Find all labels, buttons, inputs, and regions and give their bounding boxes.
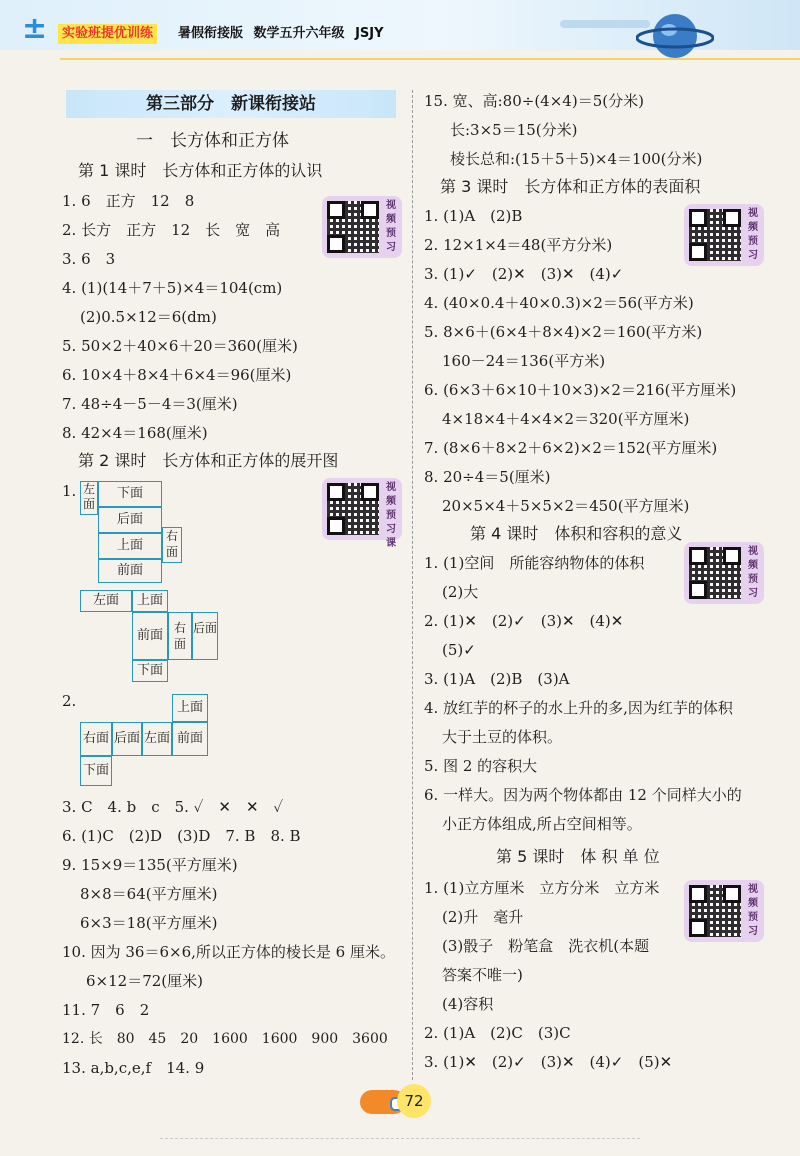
answer-line: (2)升 毫升: [442, 908, 524, 926]
answer-line: 11. 7 6 2: [62, 1001, 150, 1019]
qr-label-char: 频: [386, 496, 396, 507]
lesson-2-title: 第 2 课时 长方体和正方体的展开图: [78, 451, 339, 470]
answer-line: 12. 长 80 45 20 1600 1600 900 3600: [62, 1031, 388, 1047]
qr-label-char: 预: [748, 236, 758, 247]
net-face-top: 上面: [172, 694, 208, 722]
qr-label-char: 习: [748, 588, 758, 599]
answer-line: 小正方体组成,所占空间相等。: [442, 815, 642, 833]
answer-line: (2)大: [442, 583, 479, 601]
answer-line: 6×12＝72(厘米): [86, 972, 203, 990]
qr-label-char: 频: [748, 898, 758, 909]
qr-label-char: 预: [748, 574, 758, 585]
answer-line: (4)容积: [442, 995, 494, 1013]
answer-line: 160－24＝136(平方米): [442, 352, 606, 370]
answer-line: 13. a,b,c,e,f 14. 9: [62, 1059, 205, 1077]
answer-line: 8×8＝64(平方厘米): [80, 885, 218, 903]
answer-line: 8. 42×4＝168(厘米): [62, 424, 208, 442]
net-face-back: 后面: [192, 612, 218, 660]
header-logo-icon: ±: [22, 11, 48, 46]
answer-line: 8. 20÷4＝5(厘米): [424, 468, 551, 486]
qr-label-char: 频: [748, 222, 758, 233]
answer-line: 7. (8×6＋8×2＋6×2)×2＝152(平方厘米): [424, 439, 718, 457]
question-number: 1.: [62, 482, 77, 500]
answer-line: 1. 6 正方 12 8: [62, 192, 195, 210]
net-face-back: 后面: [98, 507, 162, 533]
answer-line: 20×5×4＋5×5×2＝450(平方厘米): [442, 497, 690, 515]
answer-line: 2. 长方 正方 12 长 宽 高: [62, 221, 281, 239]
net-face-right: 右面: [162, 527, 182, 563]
answer-line: (3)骰子 粉笔盒 洗衣机(本题: [442, 937, 650, 955]
answer-line: 3. (1)✕ (2)✓ (3)✕ (4)✓ (5)✕: [424, 1053, 673, 1071]
answer-line: 3. C 4. b c 5. ✓ ✕ ✕ ✓: [62, 798, 284, 816]
net-face-top: 上面: [132, 590, 168, 612]
qr-label-char: 习: [386, 242, 396, 253]
answer-line: 4. (1)(14＋7＋5)×4＝104(cm): [62, 279, 283, 297]
qr-label-char: 预: [386, 510, 396, 521]
footer-divider: [160, 1138, 640, 1141]
answer-line: 6. 10×4＋8×4＋6×4＝96(厘米): [62, 366, 292, 384]
answer-line: 5. 50×2＋40×6＋20＝360(厘米): [62, 337, 298, 355]
qr-code-lesson-4[interactable]: [684, 542, 764, 604]
lesson-3-title: 第 3 课时 长方体和正方体的表面积: [440, 177, 701, 196]
planet-icon: [636, 6, 714, 62]
header-edition-line: [178, 24, 384, 44]
net-face-bottom: 下面: [98, 481, 162, 507]
header-divider: [60, 58, 800, 60]
answer-line: 2. (1)✕ (2)✓ (3)✕ (4)✕: [424, 612, 624, 630]
net-face-bottom: 下面: [132, 660, 168, 682]
answer-line: 5. 8×6＋(6×4＋8×4)×2＝160(平方米): [424, 323, 703, 341]
answer-line: (2)0.5×12＝6(dm): [80, 308, 217, 326]
answer-line: 4. 放红芋的杯子的水上升的多,因为红芋的体积: [424, 699, 733, 717]
net-face-right: 右面: [168, 612, 192, 660]
qr-label-char: 视: [748, 208, 758, 219]
net-face-back: 后面: [112, 722, 142, 756]
net-face-left: 左面: [80, 590, 132, 612]
answer-line: 1. (1)空间 所能容纳物体的体积: [424, 554, 645, 572]
chapter-title: 一 长方体和正方体: [136, 131, 289, 151]
lesson-1-title: 第 1 课时 长方体和正方体的认识: [78, 161, 323, 180]
net-face-front: 前面: [98, 559, 162, 583]
net-face-front: 前面: [172, 722, 208, 756]
answer-line: 1. (1)A (2)B: [424, 207, 523, 225]
answer-line: 6×3＝18(平方厘米): [80, 914, 218, 932]
qr-label-char: 习: [748, 250, 758, 261]
qr-label-char: 视: [748, 884, 758, 895]
answer-line: 9. 15×9＝135(平方厘米): [62, 856, 238, 874]
answer-line: 棱长总和:(15＋5＋5)×4＝100(分米): [450, 150, 703, 168]
answer-line: 3. 6 3: [62, 250, 116, 268]
answer-line: 5. 图 2 的容积大: [424, 757, 538, 775]
net-face-bottom: 下面: [80, 756, 112, 786]
answer-line: 2. (1)A (2)C (3)C: [424, 1024, 571, 1042]
qr-code-lesson-1[interactable]: [322, 196, 402, 258]
answer-line: 答案不唯一): [442, 966, 523, 984]
header-edition: 暑假衔接版: [178, 26, 244, 41]
answer-line: (5)✓: [442, 641, 476, 659]
answer-line: 7. 48÷4－5－4＝3(厘米): [62, 395, 238, 413]
answer-line: 6. (1)C (2)D (3)D 7. B 8. B: [62, 827, 301, 845]
net-face-front: 前面: [132, 612, 168, 660]
answer-line: 4×18×4＋4×4×2＝320(平方厘米): [442, 410, 690, 428]
net-face-top: 上面: [98, 533, 162, 559]
qr-label-char: 习: [386, 524, 396, 535]
qr-code-lesson-5[interactable]: [684, 880, 764, 942]
header-code: JSJY: [355, 26, 384, 41]
answer-line: 长:3×5＝15(分米): [450, 121, 578, 139]
answer-line: 3. (1)✓ (2)✕ (3)✕ (4)✓: [424, 265, 624, 283]
header-brand: 实验班提优训练: [58, 24, 157, 44]
qr-label-char: 视: [748, 546, 758, 557]
answer-line: 15. 宽、高:80÷(4×4)＝5(分米): [424, 92, 644, 110]
net-face-left: 左面: [80, 481, 98, 515]
qr-label-char: 频: [748, 560, 758, 571]
lesson-4-title: 第 4 课时 体积和容积的意义: [470, 524, 683, 543]
qr-label-char: 频: [386, 214, 396, 225]
qr-label-char: 视: [386, 200, 396, 211]
qr-code-lesson-2[interactable]: [322, 478, 402, 549]
answer-line: 1. (1)立方厘米 立方分米 立方米: [424, 879, 660, 897]
lesson-5-title: 第 5 课时 体 积 单 位: [496, 847, 660, 866]
qr-label-char: 课: [386, 538, 396, 549]
answer-line: 10. 因为 36＝6×6,所以正方体的棱长是 6 厘米。: [62, 943, 395, 961]
answer-line: 2. 12×1×4＝48(平方分米): [424, 236, 613, 254]
qr-label-char: 视: [386, 482, 396, 493]
qr-code-lesson-3[interactable]: [684, 204, 764, 266]
answer-line: 4. (40×0.4＋40×0.3)×2＝56(平方米): [424, 294, 694, 312]
answer-line: 6. (6×3＋6×10＋10×3)×2＝216(平方厘米): [424, 381, 737, 399]
qr-label-char: 预: [748, 912, 758, 923]
answer-line: 3. (1)A (2)B (3)A: [424, 670, 570, 688]
page-number: 72: [397, 1084, 431, 1118]
answer-line: 大于土豆的体积。: [442, 728, 563, 746]
qr-label-char: 习: [748, 926, 758, 937]
header-subject: 数学五升六年级: [253, 26, 345, 41]
net-face-left: 左面: [142, 722, 172, 756]
section-title: 第三部分 新课衔接站: [66, 90, 396, 118]
net-face-right: 右面: [80, 722, 112, 756]
column-divider: [412, 90, 413, 1080]
question-number: 2.: [62, 692, 77, 710]
qr-label-char: 预: [386, 228, 396, 239]
answer-line: 6. 一样大。因为两个物体都由 12 个同样大小的: [424, 786, 742, 804]
